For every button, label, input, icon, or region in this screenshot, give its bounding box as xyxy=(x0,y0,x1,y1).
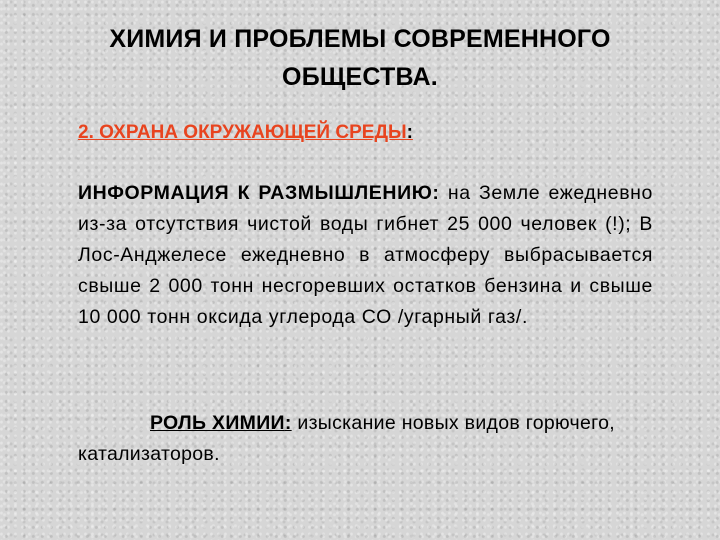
section-heading-text: 2. ОХРАНА ОКРУЖАЮЩЕЙ СРЕДЫ xyxy=(78,122,407,143)
title-line-1: ХИМИЯ И ПРОБЛЕМЫ СОВРЕМЕННОГО xyxy=(109,25,611,53)
section-heading xyxy=(78,122,413,144)
role-label xyxy=(78,412,292,434)
slide-title xyxy=(40,20,680,96)
role-label-colon: : xyxy=(284,412,292,434)
section-heading-colon: : xyxy=(406,122,413,143)
title-line-2: ОБЩЕСТВА. xyxy=(282,63,438,91)
info-label: ИНФОРМАЦИЯ К РАЗМЫШЛЕНИЮ: xyxy=(78,182,440,204)
info-paragraph xyxy=(78,178,653,333)
role-text: изыскание новых видов горючего, катализаторов. xyxy=(78,412,615,465)
role-paragraph xyxy=(78,408,653,470)
role-label-text: РОЛЬ ХИМИИ xyxy=(150,412,285,434)
info-text: на Земле ежедневно из-за отсутствия чистой воды гибнет 25 000 человек (!); В Лос-Анджелесе ежедневно в атмосферу выбрасывается свыше 2 000 тонн несгоревших остатков бензина и свыше 10 000 тонн оксида углерода СО /угарный газ/. xyxy=(78,182,653,328)
